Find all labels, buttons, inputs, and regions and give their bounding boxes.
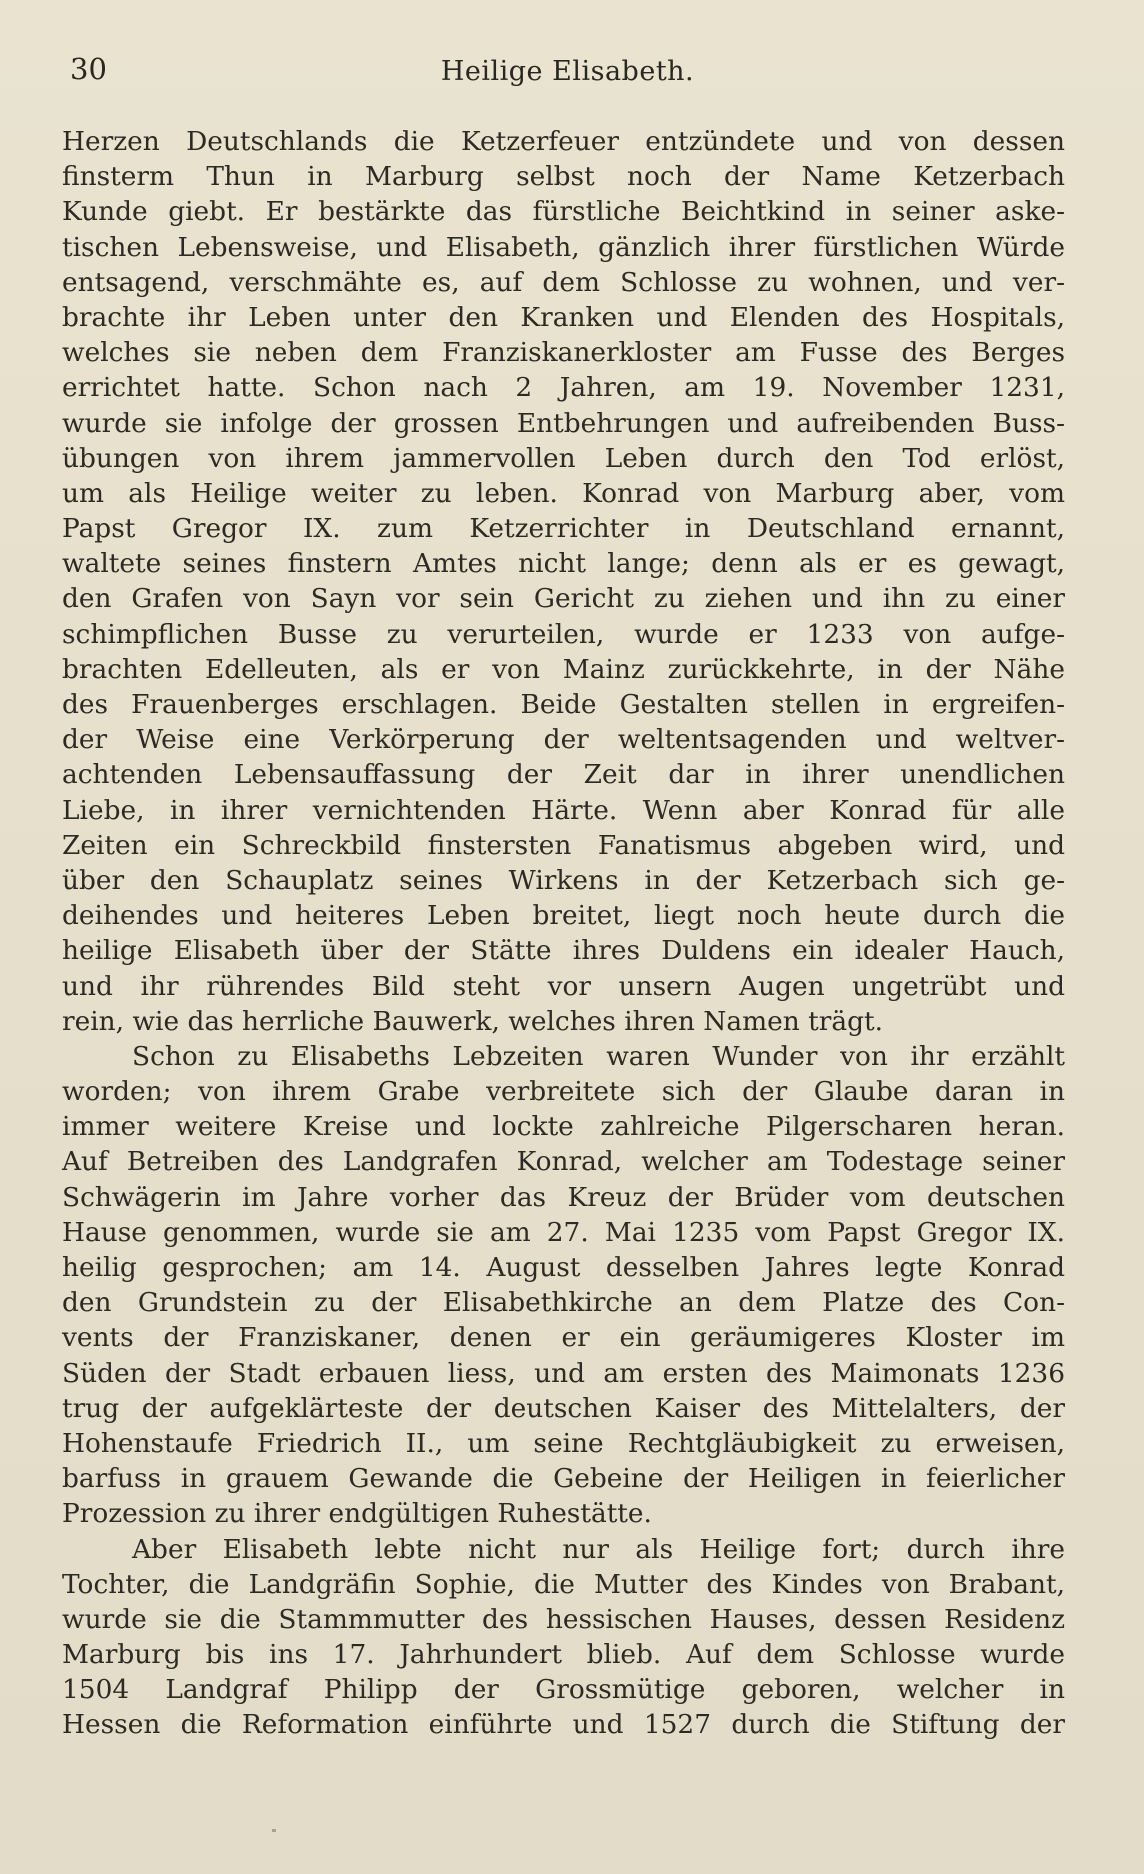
text-line: immer weitere Kreise und lockte zahlreiche Pilgerscharen heran. xyxy=(62,1111,1065,1143)
text-line: brachte ihr Leben unter den Kranken und Elenden des Hospitals, xyxy=(62,301,1065,333)
paragraph-start-line: Aber Elisabeth lebte nicht nur als Heilige fort; durch ihre xyxy=(132,1533,1065,1565)
text-line: welches sie neben dem Franziskanerkloster am Fusse des Berges xyxy=(62,337,1065,369)
text-line: Auf Betreiben des Landgrafen Konrad, welcher am Todestage seiner xyxy=(62,1146,1065,1178)
text-line: trug der aufgeklärteste der deutschen Kaiser des Mittelalters, der xyxy=(62,1392,1065,1424)
text-line: Kunde giebt. Er bestärkte das fürstliche Beichtkind in seiner aske- xyxy=(62,196,1065,228)
text-line: schimpflichen Busse zu verurteilen, wurde er 1233 von aufge- xyxy=(62,618,1065,650)
text-line: über den Schauplatz seines Wirkens in der Ketzerbach sich ge- xyxy=(62,864,1065,896)
text-line: Hessen die Reformation einführte und 1527 durch die Stiftung der xyxy=(62,1709,1065,1741)
text-line: tischen Lebensweise, und Elisabeth, gänzlich ihrer fürstlichen Würde xyxy=(62,231,1065,263)
page-number: 30 xyxy=(70,52,107,86)
paragraph-end-line: rein, wie das herrliche Bauwerk, welches ihren Namen trägt. xyxy=(62,1005,883,1037)
paragraph-end-line: Prozession zu ihrer endgültigen Ruhestätte. xyxy=(62,1498,652,1530)
page-header xyxy=(70,52,1065,92)
paper-speck xyxy=(272,1829,276,1832)
text-line: Papst Gregor IX. zum Ketzerrichter in Deutschland ernannt, xyxy=(62,513,1065,545)
text-line: übungen von ihrem jammervollen Leben durch den Tod erlöst, xyxy=(62,442,1065,474)
text-line: vents der Franziskaner, denen er ein geräumigeres Kloster im xyxy=(62,1322,1065,1354)
text-line: den Grafen von Sayn vor sein Gericht zu ziehen und ihn zu einer xyxy=(62,583,1065,615)
paragraph-start-line: Schon zu Elisabeths Lebzeiten waren Wunder von ihr erzählt xyxy=(132,1040,1065,1072)
text-line: Herzen Deutschlands die Ketzerfeuer entzündete und von dessen xyxy=(62,126,1065,157)
text-line: der Weise eine Verkörperung der weltentsagenden und weltver- xyxy=(62,724,1065,756)
text-line: heilige Elisabeth über der Stätte ihres Duldens ein idealer Hauch, xyxy=(62,935,1065,967)
text-line: brachten Edelleuten, als er von Mainz zurückkehrte, in der Nähe xyxy=(62,653,1065,685)
text-line: worden; von ihrem Grabe verbreitete sich der Glaube daran in xyxy=(62,1076,1065,1108)
body-text xyxy=(62,124,1065,1743)
text-line: um als Heilige weiter zu leben. Konrad von Marburg aber, vom xyxy=(62,477,1065,509)
text-line: achtenden Lebensauffassung der Zeit dar in ihrer unendlichen xyxy=(62,759,1065,791)
text-line: Süden der Stadt erbauen liess, und am ersten des Maimonats 1236 xyxy=(62,1357,1065,1389)
text-line: Tochter, die Landgräfin Sophie, die Mutter des Kindes von Brabant, xyxy=(62,1568,1065,1600)
text-line: deihendes und heiteres Leben breitet, liegt noch heute durch die xyxy=(62,900,1065,932)
text-line: waltete seines finstern Amtes nicht lange; denn als er es gewagt, xyxy=(62,548,1065,580)
running-title: Heilige Elisabeth. xyxy=(440,56,695,87)
text-line: heilig gesprochen; am 14. August desselben Jahres legte Konrad xyxy=(62,1252,1065,1283)
text-line: Schwägerin im Jahre vorher das Kreuz der Brüder vom deutschen xyxy=(62,1181,1065,1213)
text-line: Hause genommen, wurde sie am 27. Mai 1235 vom Papst Gregor IX. xyxy=(62,1216,1065,1248)
text-line: den Grundstein zu der Elisabethkirche an dem Platze des Con- xyxy=(62,1287,1065,1319)
text-line: barfuss in grauem Gewande die Gebeine der Heiligen in feierlicher xyxy=(62,1463,1065,1495)
text-line: Marburg bis ins 17. Jahrhundert blieb. Auf dem Schlosse wurde xyxy=(62,1639,1065,1671)
text-line: Liebe, in ihrer vernichtenden Härte. Wenn aber Konrad für alle xyxy=(62,794,1065,826)
text-line: entsagend, verschmähte es, auf dem Schlosse zu wohnen, und ver- xyxy=(62,266,1065,298)
text-line: und ihr rührendes Bild steht vor unsern Augen ungetrübt und xyxy=(62,970,1065,1002)
text-line: Hohenstaufe Friedrich II., um seine Rechtgläubigkeit zu erweisen, xyxy=(62,1427,1065,1459)
text-line: errichtet hatte. Schon nach 2 Jahren, am 19. November 1231, xyxy=(62,372,1065,404)
text-line: wurde sie die Stammmutter des hessischen Hauses, dessen Residenz xyxy=(62,1603,1065,1635)
text-line: des Frauenberges erschlagen. Beide Gestalten stellen in ergreifen- xyxy=(62,689,1065,720)
text-line: Zeiten ein Schreckbild finstersten Fanatismus abgeben wird, und xyxy=(62,829,1065,861)
text-line: wurde sie infolge der grossen Entbehrungen und aufreibenden Buss- xyxy=(62,407,1065,439)
text-line: 1504 Landgraf Philipp der Grossmütige geboren, welcher in xyxy=(62,1674,1065,1706)
text-line: finsterm Thun in Marburg selbst noch der Name Ketzerbach xyxy=(62,161,1065,193)
